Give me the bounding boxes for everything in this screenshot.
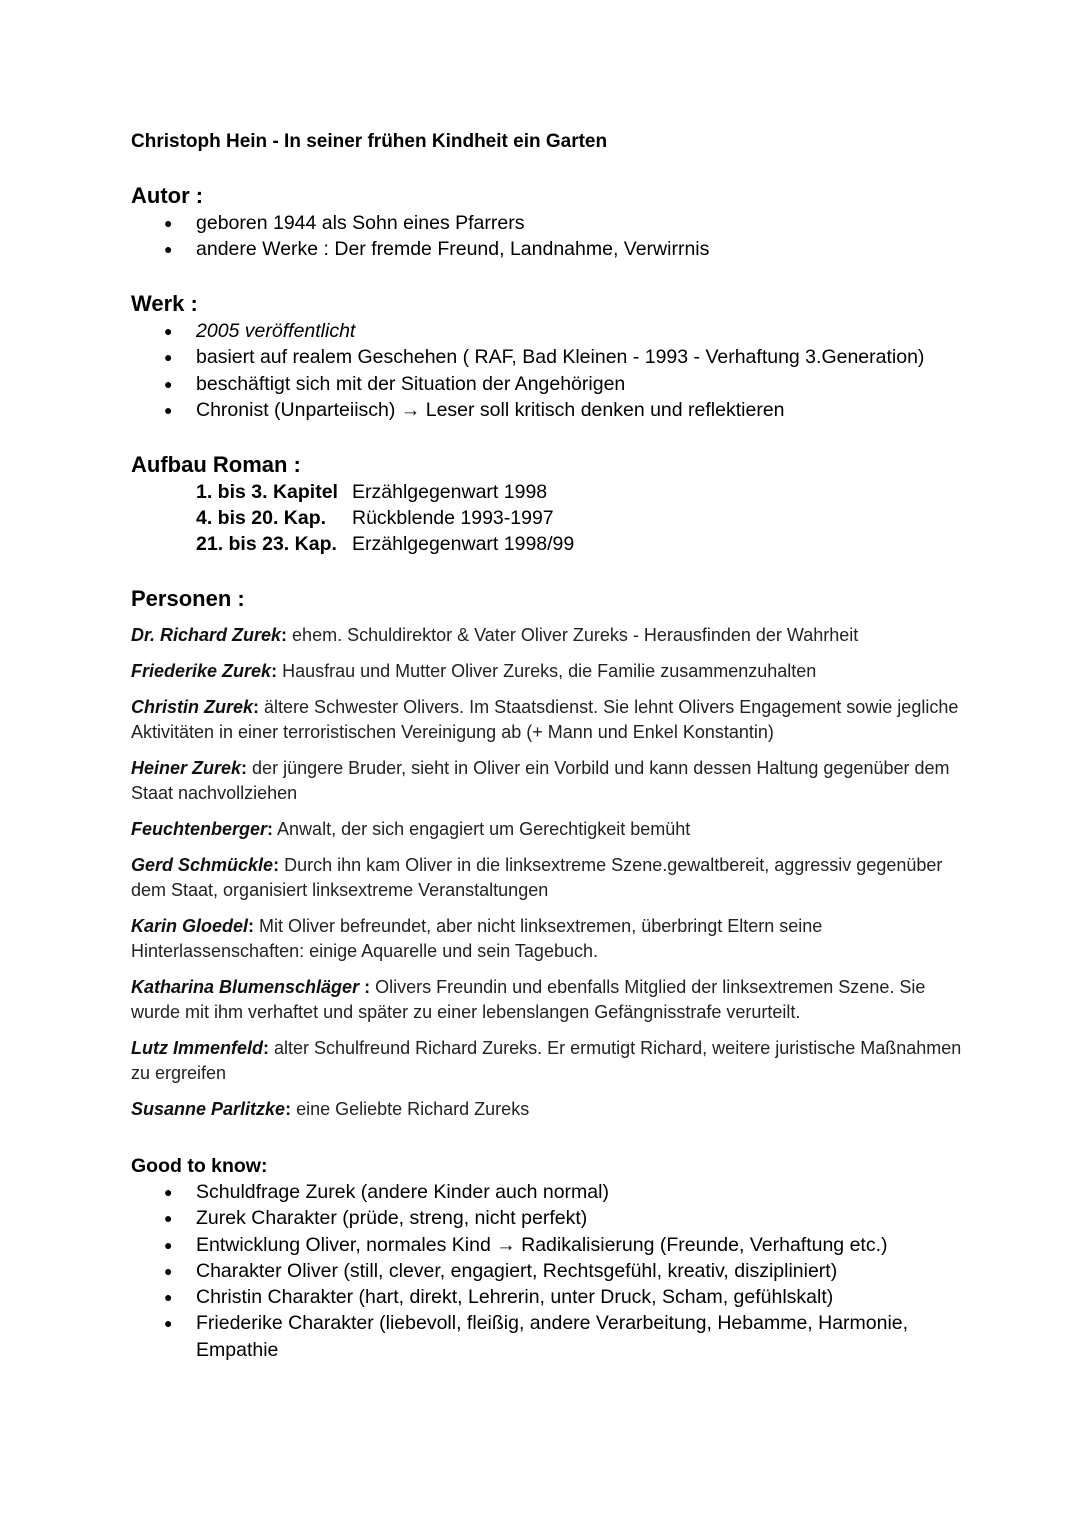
person-description: Hausfrau und Mutter Oliver Zureks, die Familie zusammenzuhalten	[277, 661, 817, 681]
person-name: Dr. Richard Zurek	[131, 625, 282, 645]
person-description: alter Schulfreund Richard Zureks. Er ermutigt Richard, weitere juristische Maßnahmen zu ergreifen	[131, 1038, 962, 1083]
person-separator: :	[253, 697, 260, 717]
person-separator: :	[263, 1038, 270, 1058]
person-separator: :	[359, 977, 371, 997]
row-text: Erzählgegenwart 1998	[352, 481, 548, 503]
list-item: ● Christin Charakter (hart, direkt, Lehrerin, unter Druck, Scham, gefühlskalt)	[131, 1284, 971, 1310]
person-separator: :	[248, 916, 255, 936]
person-description: eine Geliebte Richard Zureks	[291, 1099, 530, 1119]
person-entry	[131, 914, 971, 964]
person-separator: :	[273, 855, 280, 875]
person-name: Karin Gloedel	[131, 916, 249, 936]
person-name: Christin Zurek	[131, 697, 254, 717]
person-description: Anwalt, der sich engagiert um Gerechtigkeit bemüht	[273, 819, 691, 839]
person-entry	[131, 975, 971, 1025]
person-separator: :	[281, 625, 288, 645]
row-text: Erzählgegenwart 1998/99	[352, 533, 575, 555]
person-separator: :	[271, 661, 278, 681]
person-description: Olivers Freundin und ebenfalls Mitglied der linksextremen Szene. Sie wurde mit ihm verhaftet und später zu einer lebenslangen Gefängnisstrafe verurteilt.	[131, 977, 926, 1022]
list-item: ● Zurek Charakter (prüde, streng, nicht perfekt)	[131, 1205, 971, 1231]
section-good-to-know	[131, 1153, 971, 1363]
heading-autor: Autor :	[131, 183, 204, 208]
person-name: Lutz Immenfeld	[131, 1038, 264, 1058]
aufbau-row	[131, 505, 971, 531]
person-description: ehem. Schuldirektor & Vater Oliver Zureks - Herausfinden der Wahrheit	[287, 625, 859, 645]
list-item: ● Chronist (Unparteiisch) → Leser soll kritisch denken und reflektieren	[131, 397, 971, 423]
list-item: ● geboren 1944 als Sohn eines Pfarrers	[131, 210, 971, 236]
person-entry	[131, 695, 971, 745]
section-autor	[131, 182, 971, 263]
person-entry	[131, 853, 971, 903]
list-item: ● basiert auf realem Geschehen ( RAF, Bad Kleinen - 1993 - Verhaftung 3.Generation)	[131, 344, 971, 370]
person-entry	[131, 1036, 971, 1086]
person-entry	[131, 623, 971, 648]
person-name: Gerd Schmückle	[131, 855, 274, 875]
person-description: der jüngere Bruder, sieht in Oliver ein Vorbild und kann dessen Haltung gegenüber dem Staat nachvollziehen	[131, 758, 950, 803]
heading-werk: Werk :	[131, 291, 198, 316]
person-name: Katharina Blumenschläger	[131, 977, 360, 997]
row-label: 21. bis 23. Kap.	[196, 533, 337, 555]
person-separator: :	[267, 819, 274, 839]
document-title: Christoph Hein - In seiner frühen Kindheit ein Garten	[131, 131, 608, 152]
person-entry	[131, 1097, 971, 1122]
person-description: Mit Oliver befreundet, aber nicht linksextremen, überbringt Eltern seine Hinterlassenschaften: einige Aquarelle und sein Tagebuch.	[131, 916, 823, 961]
person-entry	[131, 817, 971, 842]
heading-good-to-know: Good to know:	[131, 1155, 268, 1177]
person-description: ältere Schwester Olivers. Im Staatsdienst. Sie lehnt Olivers Engagement sowie jegliche Aktivitäten in einer terroristischen Vereinigung ab (+ Mann und Enkel Konstantin)	[131, 697, 959, 742]
list-item: ● Schuldfrage Zurek (andere Kinder auch normal)	[131, 1179, 971, 1205]
aufbau-row	[131, 531, 971, 557]
list-item: ● beschäftigt sich mit der Situation der Angehörigen	[131, 371, 971, 397]
heading-personen: Personen :	[131, 586, 245, 611]
person-entry	[131, 659, 971, 684]
list-item: ● 2005 veröffentlicht	[131, 318, 971, 344]
person-name: Friederike Zurek	[131, 661, 272, 681]
section-werk	[131, 290, 971, 423]
list-item: ● Charakter Oliver (still, clever, engagiert, Rechtsgefühl, kreativ, diszipliniert)	[131, 1258, 971, 1284]
list-item: ● Entwicklung Oliver, normales Kind → Radikalisierung (Freunde, Verhaftung etc.)	[131, 1232, 971, 1258]
person-name: Susanne Parlitzke	[131, 1099, 286, 1119]
row-label: 1. bis 3. Kapitel	[196, 481, 338, 503]
section-personen	[131, 585, 971, 1133]
person-name: Feuchtenberger	[131, 819, 268, 839]
person-separator: :	[285, 1099, 292, 1119]
person-entry	[131, 756, 971, 806]
person-description: Durch ihn kam Oliver in die linksextreme Szene.gewaltbereit, aggressiv gegenüber dem Staat, organisiert linksextreme Veranstaltungen	[131, 855, 943, 900]
list-item: ● Friederike Charakter (liebevoll, fleißig, andere Verarbeitung, Hebamme, Harmonie, Empathie	[131, 1310, 971, 1363]
person-name: Heiner Zurek	[131, 758, 242, 778]
row-label: 4. bis 20. Kap.	[196, 507, 327, 529]
list-item: ● andere Werke : Der fremde Freund, Landnahme, Verwirrnis	[131, 236, 971, 262]
aufbau-row	[131, 479, 971, 505]
heading-aufbau: Aufbau Roman :	[131, 452, 301, 477]
row-text: Rückblende 1993-1997	[352, 507, 554, 529]
person-separator: :	[241, 758, 248, 778]
section-aufbau	[131, 451, 971, 557]
